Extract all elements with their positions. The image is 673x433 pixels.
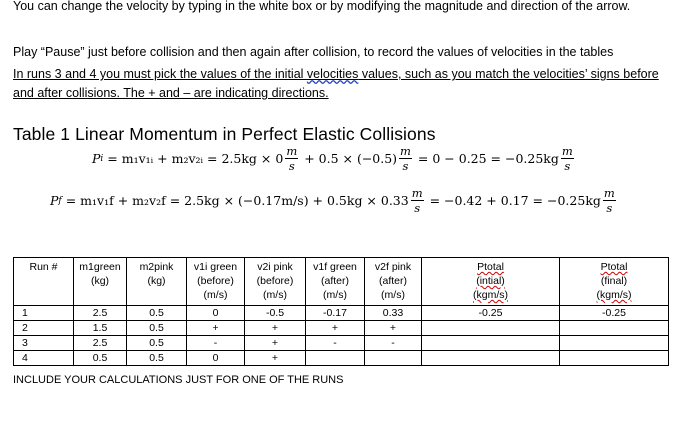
table-cell: +: [187, 321, 245, 336]
header-line: (kg): [90, 275, 110, 287]
table-row: [14, 306, 669, 321]
header-line: v2f pink: [374, 261, 412, 273]
header-ptotal-initial: [422, 258, 560, 306]
table-cell: [306, 351, 365, 366]
momentum-table: [13, 257, 669, 366]
table-cell: [422, 336, 560, 351]
frac-den: s: [414, 201, 421, 215]
header-line: v2i pink: [257, 261, 293, 273]
table-cell: +: [245, 321, 306, 336]
eq1-frac-a: [285, 144, 298, 173]
table-cell: [560, 336, 669, 351]
table-cell: +: [245, 351, 306, 366]
header-line: (after): [320, 275, 349, 287]
table-cell: [422, 321, 560, 336]
header-line: (m/s): [381, 289, 405, 301]
table-cell: 1.5: [74, 321, 127, 336]
frac-num: m: [411, 186, 423, 200]
table-title: Table 1 Linear Momentum in Perfect Elastic Collisions: [13, 124, 436, 144]
table-cell: 0.5: [127, 351, 187, 366]
table-cell: +: [365, 321, 422, 336]
table-cell: -: [365, 336, 422, 351]
table-body: [14, 306, 669, 366]
header-m1green: [74, 258, 127, 306]
table-cell: -: [187, 336, 245, 351]
table-cell: 0.5: [127, 321, 187, 336]
table-cell: [560, 351, 669, 366]
table-cell: 0.33: [365, 306, 422, 321]
eq2-frac-b: [603, 186, 616, 215]
header-line: (m/s): [263, 289, 287, 301]
table-cell: -0.5: [245, 306, 306, 321]
frac-num: m: [286, 144, 298, 158]
header-v2f: [365, 258, 422, 306]
instruction-runs-part1: In runs 3 and 4 you must pick the values of the initial: [13, 67, 307, 81]
eq2-part1: = m₁v₁f + m₂v₂f = 2.5kg × (−0.17m/s) + 0.5kg × 0.33: [61, 193, 409, 208]
table-cell: -0.25: [560, 306, 669, 321]
table-cell: 0.5: [74, 351, 127, 366]
table-cell: 2.5: [74, 306, 127, 321]
instruction-runs-part2: values, such as you match the velocities’ signs before and after collisions. The + and – are indicating directions.: [13, 67, 659, 100]
header-line: (kg): [147, 275, 166, 287]
header-ptotal-final: [560, 258, 669, 306]
table-cell: [422, 351, 560, 366]
header-line: Run #: [29, 261, 58, 273]
header-v2i: [245, 258, 306, 306]
eq2-lhs: P: [50, 193, 59, 208]
header-line: (m/s): [323, 289, 347, 301]
header-run: [14, 258, 74, 306]
header-line: v1f green: [313, 261, 357, 273]
table-row: [14, 351, 669, 366]
table-cell: 0: [187, 306, 245, 321]
table-cell: 0.5: [127, 336, 187, 351]
header-line: m2pink: [139, 261, 174, 273]
instruction-runs: [13, 65, 663, 103]
table-cell: [560, 321, 669, 336]
frac-num: m: [400, 144, 411, 158]
header-line: (before): [256, 275, 294, 287]
eq1-lhs-sub: i: [100, 153, 104, 164]
header-line: v1i green: [193, 261, 238, 273]
instruction-pause: Play “Pause” just before collision and then again after collision, to record the values of velocities in the tables: [13, 45, 614, 59]
table-cell: -0.17: [306, 306, 365, 321]
eq1-frac-b: [399, 144, 412, 173]
header-v1i: [187, 258, 245, 306]
frac-den: s: [564, 159, 571, 173]
header-line: Ptotal: [477, 261, 504, 273]
instruction-velocity: You can change the velocity by typing in the white box or by modifying the magnitude and direction of the arrow.: [13, 0, 631, 13]
header-line: (m/s): [203, 289, 228, 301]
table-row: [14, 336, 669, 351]
table-cell: 0.5: [127, 306, 187, 321]
header-m2pink: [127, 258, 187, 306]
table-cell: 2: [14, 321, 74, 336]
header-line: (final): [600, 275, 628, 287]
header-line: (intial): [476, 275, 505, 287]
eq1-part1: = m₁v₁ᵢ + m₂v₂ᵢ = 2.5kg × 0: [103, 151, 284, 166]
eq1-part3: = 0 − 0.25 = −0.25kg: [413, 151, 559, 166]
table-cell: 0: [187, 351, 245, 366]
header-line: m1green: [79, 261, 121, 273]
header-line: (before): [197, 275, 234, 287]
frac-den: s: [606, 201, 613, 215]
table-cell: 1: [14, 306, 74, 321]
eq2-frac-a: [411, 186, 424, 215]
header-line: (kgm/s): [596, 289, 632, 301]
table-cell: -0.25: [422, 306, 560, 321]
frac-num: m: [561, 144, 573, 158]
table-cell: +: [245, 336, 306, 351]
table-cell: 4: [14, 351, 74, 366]
eq1-frac-c: [561, 144, 574, 173]
header-line: (kgm/s): [473, 289, 508, 301]
eq2-lhs-sub: f: [58, 195, 62, 206]
table-cell: +: [306, 321, 365, 336]
eq1-part2: + 0.5 × (−0.5): [300, 151, 398, 166]
frac-den: s: [402, 159, 409, 173]
table-cell: -: [306, 336, 365, 351]
table-header-row: [14, 258, 669, 306]
header-line: (after): [378, 275, 407, 287]
table-row: [14, 321, 669, 336]
header-v1f: [306, 258, 365, 306]
table-cell: 2.5: [74, 336, 127, 351]
table-cell: [365, 351, 422, 366]
eq2-part2: = −0.42 + 0.17 = −0.25kg: [425, 193, 601, 208]
equation-initial-momentum: [92, 144, 576, 173]
table-cell: 3: [14, 336, 74, 351]
frac-den: s: [288, 159, 295, 173]
header-line: Ptotal: [600, 261, 628, 273]
frac-num: m: [603, 186, 615, 200]
instruction-runs-velocities: velocities: [306, 67, 359, 81]
calculation-instruction: INCLUDE YOUR CALCULATIONS JUST FOR ONE OF THE RUNS: [13, 374, 344, 386]
eq1-lhs: P: [92, 151, 101, 166]
equation-final-momentum: [50, 186, 618, 215]
